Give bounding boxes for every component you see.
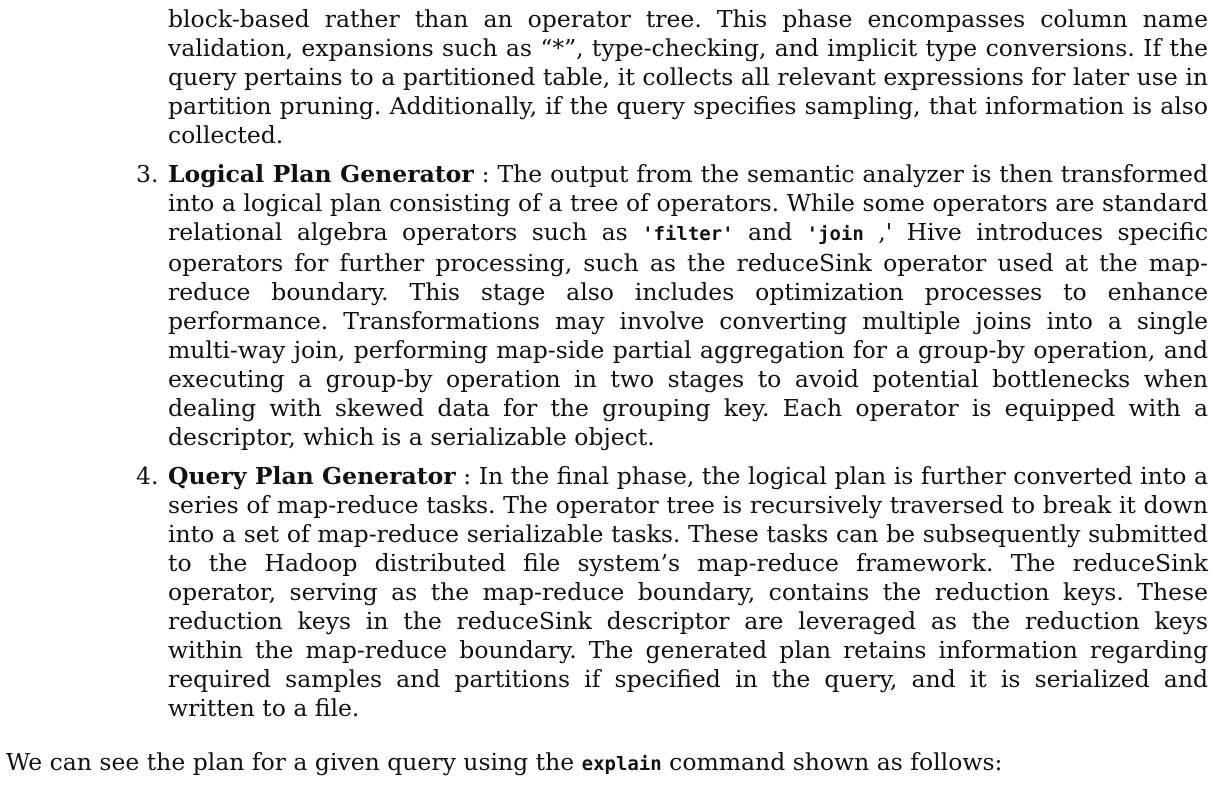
- term-logical-plan-generator: Logical Plan Generator: [168, 160, 474, 188]
- list-item-query-plan-generator: [136, 462, 1208, 723]
- document-page: [0, 5, 1222, 779]
- code-explain: explain: [581, 753, 662, 775]
- term-query-plan-generator: Query Plan Generator: [168, 462, 456, 490]
- list-item-logical-plan-generator: [136, 160, 1208, 452]
- item-text: : The output from the semantic analyzer is then transformed into a logical plan consisting of a tree of operators. While some operators are standard relational algebra operators such as: [168, 160, 1208, 246]
- code-join: 'join: [806, 223, 864, 245]
- item-text: : In the final phase, the logical plan is further converted into a series of map-reduce tasks. The operator tree is recursively traversed to break it down into a set of map-reduce serializable tasks. These tasks can be subsequently submitted to the Hadoop distributed file system’s map-reduce framework. The reduceSink operator, serving as the map-reduce boundary, contains the reduction keys. These reduction keys in the reduceSink descriptor are leveraged as the reduction keys within the map-reduce boundary. The generated plan retains information regarding required samples and partitions if specified in the query, and it is serialized and written to a file.: [168, 462, 1208, 722]
- list-number: 3.: [136, 160, 159, 188]
- closing-text: command shown as follows:: [661, 748, 1003, 776]
- list-number: 4.: [136, 462, 159, 490]
- closing-paragraph: [6, 748, 1216, 779]
- closing-text: We can see the plan for a given query using the: [6, 748, 582, 776]
- item-text: and: [733, 218, 807, 246]
- continuation-text: block-based rather than an operator tree. This phase encompasses column name validation, expansions such as “*”, type-checking, and implicit type conversions. If the query pertains to a partitioned table, it collects all relevant expressions for later use in partition pruning. Additionally, if the query specifies sampling, that information is also collected.: [168, 5, 1208, 149]
- code-filter: 'filter': [642, 223, 734, 245]
- item-text: ,' Hive introduces specific operators for further processing, such as the reduceSink operator used at the map-reduce boundary. This stage also includes optimization processes to enhance performance. Transformations may involve converting multiple joins into a single multi-way join, performing map-side partial aggregation for a group-by operation, and executing a group-by operation in two stages to avoid potential bottlenecks when dealing with skewed data for the grouping key. Each operator is equipped with a descriptor, which is a serializable object.: [168, 218, 1208, 451]
- list-item-continuation: [168, 5, 1208, 150]
